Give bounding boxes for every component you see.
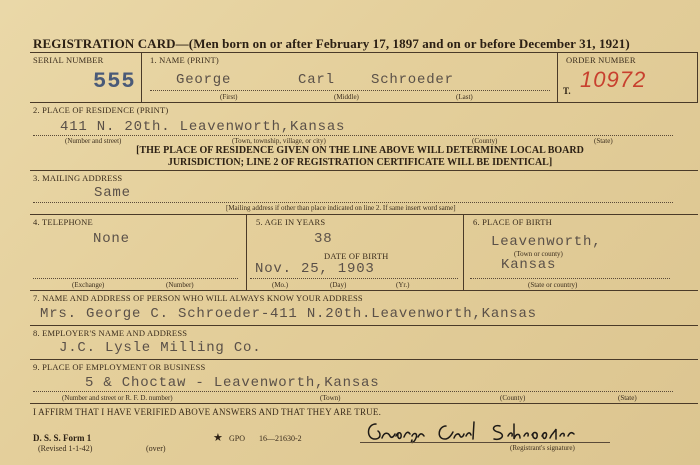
dob-month-caption: (Mo.) (272, 281, 289, 289)
order-number-prefix: T. (563, 86, 571, 96)
residence-notice-line-1: [THE PLACE OF RESIDENCE GIVEN ON THE LINE ABOVE WILL DETERMINE LOCAL BOARD (136, 145, 584, 156)
telephone-label: 4. TELEPHONE (33, 217, 93, 227)
contact-value: Mrs. George C. Schroeder-411 N.20th.Leavenworth,Kansas (40, 306, 537, 322)
name-first: George (176, 72, 232, 88)
name-middle-caption: (Middle) (334, 93, 359, 101)
form-number: D. S. S. Form 1 (33, 433, 92, 443)
residence-value: 411 N. 20th. Leavenworth,Kansas (60, 119, 346, 135)
signature-caption: (Registrant's signature) (510, 444, 575, 452)
employment-value: 5 & Choctaw - Leavenworth,Kansas (85, 375, 380, 391)
mailing-label: 3. MAILING ADDRESS (33, 173, 123, 183)
employer-label: 8. EMPLOYER'S NAME AND ADDRESS (33, 328, 188, 338)
order-number-label: ORDER NUMBER (566, 55, 636, 65)
gpo-label: GPO (229, 434, 246, 443)
birthplace-label: 6. PLACE OF BIRTH (473, 217, 552, 227)
birthplace-state: Kansas (501, 257, 557, 273)
contact-label: 7. NAME AND ADDRESS OF PERSON WHO WILL ALWAYS KNOW YOUR ADDRESS (33, 293, 363, 303)
residence-town-caption: (Town, township, village, or city) (232, 137, 326, 145)
residence-county-caption: (County) (472, 137, 498, 145)
employment-label: 9. PLACE OF EMPLOYMENT OR BUSINESS (33, 362, 206, 372)
birthplace-town: Leavenworth, (491, 234, 602, 250)
dob-year-caption: (Yr.) (396, 281, 410, 289)
mailing-value: Same (94, 185, 131, 201)
residence-state-caption: (State) (594, 137, 613, 145)
employment-street-caption: (Number and street or R. F. D. number) (62, 394, 173, 402)
birthplace-state-caption: (State or country) (528, 281, 578, 289)
affirmation-text: I AFFIRM THAT I HAVE VERIFIED ABOVE ANSWERS AND THAT THEY ARE TRUE. (33, 407, 382, 417)
name-last-caption: (Last) (456, 93, 473, 101)
name-middle: Carl (298, 72, 335, 88)
residence-street-caption: (Number and street) (65, 137, 122, 145)
telephone-value: None (93, 231, 130, 247)
age-value: 38 (314, 231, 333, 247)
card-title: REGISTRATION CARD—(Men born on or after February 17, 1897 and on or before December 31, 1921) (33, 36, 630, 51)
employment-county-caption: (County) (500, 394, 526, 402)
dob-value: Nov. 25, 1903 (255, 261, 375, 277)
name-first-caption: (First) (220, 93, 238, 101)
employment-town-caption: (Town) (320, 394, 341, 402)
residence-label: 2. PLACE OF RESIDENCE (PRINT) (33, 105, 169, 115)
over-note: (over) (146, 444, 166, 453)
serial-number-label: SERIAL NUMBER (33, 55, 104, 65)
dob-day-caption: (Day) (330, 281, 347, 289)
order-number-value: 10972 (580, 67, 647, 92)
name-label: 1. NAME (PRINT) (150, 55, 219, 65)
telephone-exchange-caption: (Exchange) (72, 281, 105, 289)
form-revision: (Revised 1-1-42) (38, 444, 93, 453)
gpo-number: 16—21630-2 (259, 434, 302, 443)
mailing-caption: [Mailing address if other than place indicated on line 2. If same insert word same] (226, 204, 456, 212)
telephone-number-caption: (Number) (166, 281, 194, 289)
name-last: Schroeder (371, 72, 454, 88)
employer-value: J.C. Lysle Milling Co. (59, 340, 262, 356)
star-icon: ★ (213, 432, 223, 444)
dob-label: DATE OF BIRTH (324, 251, 389, 261)
employment-state-caption: (State) (618, 394, 637, 402)
serial-number-value: 555 (93, 69, 136, 94)
age-label: 5. AGE IN YEARS (256, 217, 326, 227)
birthplace-town-caption: (Town or county) (514, 250, 563, 258)
residence-notice-line-2: JURISDICTION; LINE 2 OF REGISTRATION CERTIFICATE WILL BE IDENTICAL] (167, 157, 553, 168)
